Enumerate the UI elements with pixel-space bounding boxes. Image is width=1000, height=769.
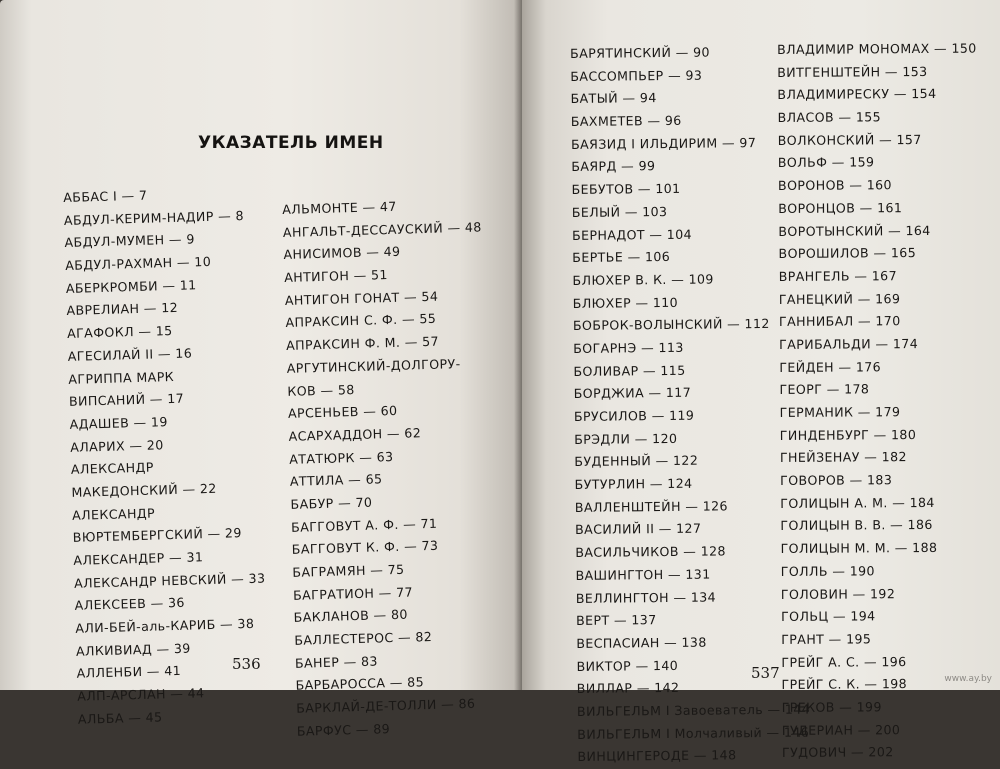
index-entry: ВОРОШИЛОВ — 165 xyxy=(778,245,917,262)
index-entry: ГОЛОВИН — 192 xyxy=(780,585,896,602)
index-entry: ГРАНТ — 195 xyxy=(781,631,872,647)
index-entry: ГРЕЙГ А. С. — 196 xyxy=(781,653,907,670)
index-entry: АЛЕКСАНДР НЕВСКИЙ — 33 xyxy=(73,570,266,591)
index-entry: БОБРОК-ВОЛЫНСКИЙ — 112 xyxy=(572,316,770,334)
index-entry: ГНЕЙЗЕНАУ — 182 xyxy=(779,449,907,466)
index-entry: АБДУЛ-КЕРИМ-НАДИР — 8 xyxy=(63,207,245,228)
index-entry: ВИПСАНИЙ — 17 xyxy=(68,390,185,410)
index-entry: ГОВОРОВ — 183 xyxy=(780,472,893,489)
index-entry: ВОЛКОНСКИЙ — 157 xyxy=(777,131,922,148)
right-column-2 xyxy=(777,38,982,765)
index-entry: БЕРТЬЕ — 106 xyxy=(572,249,671,266)
index-entry: ВОРОТЫНСКИЙ — 164 xyxy=(778,222,931,239)
index-entry: БАРКЛАЙ-ДЕ-ТОЛЛИ — 86 xyxy=(296,695,476,716)
index-entry: ГИНДЕНБУРГ — 180 xyxy=(779,426,917,443)
right-page xyxy=(522,0,1000,765)
index-entry: БОГАРНЭ — 113 xyxy=(573,339,684,356)
index-entry: БОРДЖИА — 117 xyxy=(573,385,692,402)
index-entry: БРУСИЛОВ — 119 xyxy=(573,407,695,424)
index-entry: ГУДЕРИАН — 200 xyxy=(781,721,901,738)
index-entry: БЛЮХЕР — 110 xyxy=(572,294,679,311)
index-entry: БАГГОВУТ А. Ф. — 71 xyxy=(290,515,438,535)
index-entry: АРСЕНЬЕВ — 60 xyxy=(287,403,398,422)
index-entry: ГОЛЛЬ — 190 xyxy=(780,563,875,579)
index-entry: АБДУЛ-МУМЕН — 9 xyxy=(64,231,195,251)
index-entry: АДАШЕВ — 19 xyxy=(69,414,168,432)
index-entry: БУДЕННЫЙ — 122 xyxy=(574,453,699,470)
index-entry: АЛЕКСЕЕВ — 36 xyxy=(74,595,186,614)
index-entry: АЛП-АРСЛАН — 44 xyxy=(77,685,205,704)
index-entry: КОВ — 58 xyxy=(287,381,355,399)
index-entry: ГУДОВИЧ — 202 xyxy=(781,744,894,761)
index-entry: ВАЛЛЕНШТЕЙН — 126 xyxy=(574,498,729,515)
index-entry: ГЕОРГ — 178 xyxy=(779,381,870,398)
index-entry: ВЕСПАСИАН — 138 xyxy=(576,634,707,651)
index-entry: АВРЕЛИАН — 12 xyxy=(66,300,179,319)
index-entry: БАРФУС — 89 xyxy=(296,721,391,739)
index-entry: БАКЛАНОВ — 80 xyxy=(293,607,409,626)
left-column-2 xyxy=(282,193,496,743)
index-entry: БЛЮХЕР В. К. — 109 xyxy=(572,271,714,288)
index-entry: ВАСИЛИЙ II — 127 xyxy=(575,521,702,538)
index-entry: АТАТЮРК — 63 xyxy=(289,448,394,467)
index-entry: БАЯЗИД I ИЛЬДИРИМ — 97 xyxy=(570,134,757,152)
index-entry: МАКЕДОНСКИЙ — 22 xyxy=(71,480,217,500)
right-column-1 xyxy=(570,41,811,769)
index-entry: БЕЛЫЙ — 103 xyxy=(571,203,668,220)
index-entry: АБЕРКРОМБИ — 11 xyxy=(65,277,197,296)
index-entry: ВАШИНГТОН — 131 xyxy=(575,566,711,583)
index-entry: БАТЫЙ — 94 xyxy=(570,90,657,107)
index-entry: АБДУЛ-РАХМАН — 10 xyxy=(64,253,212,274)
index-entry: БЕБУТОВ — 101 xyxy=(571,180,681,198)
index-entry: ВИНЦИНГЕРОДЕ — 148 xyxy=(577,747,737,765)
index-entry: АЛЛЕНБИ — 41 xyxy=(76,663,182,682)
index-entry: БАНЕР — 83 xyxy=(294,653,379,671)
index-entry: БОЛИВАР — 115 xyxy=(573,362,686,379)
index-title: УКАЗАТЕЛЬ ИМЕН xyxy=(198,133,384,153)
index-entry: ВРАНГЕЛЬ — 167 xyxy=(778,268,898,284)
index-entry: АГЕСИЛАЙ II — 16 xyxy=(67,345,193,364)
index-entry: БАССОМПЬЕР — 93 xyxy=(570,67,703,84)
index-entry: АНТИГОН — 51 xyxy=(283,267,389,286)
index-entry: ВЮРТЕМБЕРГСКИЙ — 29 xyxy=(72,525,242,546)
index-entry: ВЕРТ — 137 xyxy=(575,612,657,629)
index-entry: ВОЛЬФ — 159 xyxy=(777,154,875,171)
index-entry: АЛЕКСАНДР xyxy=(71,505,156,523)
index-entry: БАРЯТИНСКИЙ — 90 xyxy=(570,44,710,61)
index-entry: БАРБАРОССА — 85 xyxy=(295,674,425,694)
index-entry: АЛЬМОНТЕ — 47 xyxy=(282,198,397,217)
index-entry: БАЯРД — 99 xyxy=(571,158,656,175)
index-entry: АЛАРИХ — 20 xyxy=(70,436,164,455)
index-entry: ВИЛЬГЕЛЬМ I Молчаливый — 146 xyxy=(577,724,810,742)
index-entry: ГОЛЬЦ — 194 xyxy=(780,608,876,625)
index-entry: ВИЛЬГЕЛЬМ I Завоеватель — 144 xyxy=(576,701,811,719)
index-entry: ГЕЙДЕН — 176 xyxy=(779,358,882,375)
index-entry: ГРЕКОВ — 199 xyxy=(781,699,882,715)
index-entry: БАЛЛЕСТЕРОС — 82 xyxy=(294,629,433,648)
index-entry: БАБУР — 70 xyxy=(290,494,373,512)
page-number-right: 537 xyxy=(751,664,780,682)
index-entry: БРЭДЛИ — 120 xyxy=(574,430,678,447)
index-entry: АПРАКСИН С. Ф. — 55 xyxy=(285,311,437,331)
index-entry: БАХМЕТЕВ — 96 xyxy=(570,112,682,130)
index-entry: ГРЕЙГ С. К. — 198 xyxy=(781,676,908,693)
index-entry: ВИЛЛАР — 142 xyxy=(576,680,680,697)
index-entry: ГАНЕЦКИЙ — 169 xyxy=(778,290,901,307)
page-number-left: 536 xyxy=(232,655,261,673)
index-entry: ВЕЛЛИНГТОН — 134 xyxy=(575,589,717,606)
index-entry: АЛЬБА — 45 xyxy=(77,709,163,727)
index-entry: ГЕРМАНИК — 179 xyxy=(779,404,901,420)
index-entry: АТТИЛА — 65 xyxy=(289,471,383,490)
index-entry: АББАС I — 7 xyxy=(63,187,148,205)
index-entry: ВОРОНЦОВ — 161 xyxy=(778,199,903,216)
index-entry: ВИТГЕНШТЕЙН — 153 xyxy=(777,63,928,80)
index-entry: АНИСИМОВ — 49 xyxy=(283,244,401,263)
index-entry: АПРАКСИН Ф. М. — 57 xyxy=(285,333,440,354)
index-entry: БАГГОВУТ К. Ф. — 73 xyxy=(291,538,439,558)
index-entry: АНТИГОН ГОНАТ — 54 xyxy=(284,288,439,308)
index-entry: ГАННИБАЛ — 170 xyxy=(778,313,901,330)
index-entry: АЛЕКСАНДР xyxy=(70,459,154,478)
index-entry: ВИКТОР — 140 xyxy=(576,657,679,674)
index-entry: ВЛАДИМИРЕСКУ — 154 xyxy=(777,86,937,103)
index-entry: БУТУРЛИН — 124 xyxy=(574,475,693,493)
left-column-1 xyxy=(63,182,270,732)
index-entry: БАГРАТИОН — 77 xyxy=(292,584,414,603)
watermark: www.ay.by xyxy=(944,674,992,684)
index-entry: БЕРНАДОТ — 104 xyxy=(571,226,693,243)
index-entry: АЛКИВИАД — 39 xyxy=(75,640,191,659)
index-entry: ГОЛИЦЫН В. В. — 186 xyxy=(780,517,933,534)
index-entry: АРГУТИНСКИЙ-ДОЛГОРУ- xyxy=(286,355,461,376)
index-entry: ГОЛИЦЫН М. М. — 188 xyxy=(780,540,938,557)
index-entry: АЛЕКСАНДЕР — 31 xyxy=(73,549,204,568)
index-entry: ВЛАСОВ — 155 xyxy=(777,109,882,126)
index-entry: АЛИ-БЕЙ-аль-КАРИБ — 38 xyxy=(75,615,255,636)
index-entry: ВЛАДИМИР МОНОМАХ — 150 xyxy=(777,40,977,57)
index-entry: ВОРОНОВ — 160 xyxy=(777,177,892,194)
index-entry: ВАСИЛЬЧИКОВ — 128 xyxy=(575,543,726,561)
index-entry: АГАФОКЛ — 15 xyxy=(66,323,173,342)
index-entry: ГОЛИЦЫН А. М. — 184 xyxy=(780,494,935,511)
index-entry: БАГРАМЯН — 75 xyxy=(292,561,405,580)
index-entry: АГРИППА МАРК xyxy=(68,368,175,387)
index-entry: ГАРИБАЛЬДИ — 174 xyxy=(779,335,919,352)
index-entry: АНГАЛЬТ-ДЕССАУСКИЙ — 48 xyxy=(282,219,482,240)
index-entry: АСАРХАДДОН — 62 xyxy=(288,425,422,444)
